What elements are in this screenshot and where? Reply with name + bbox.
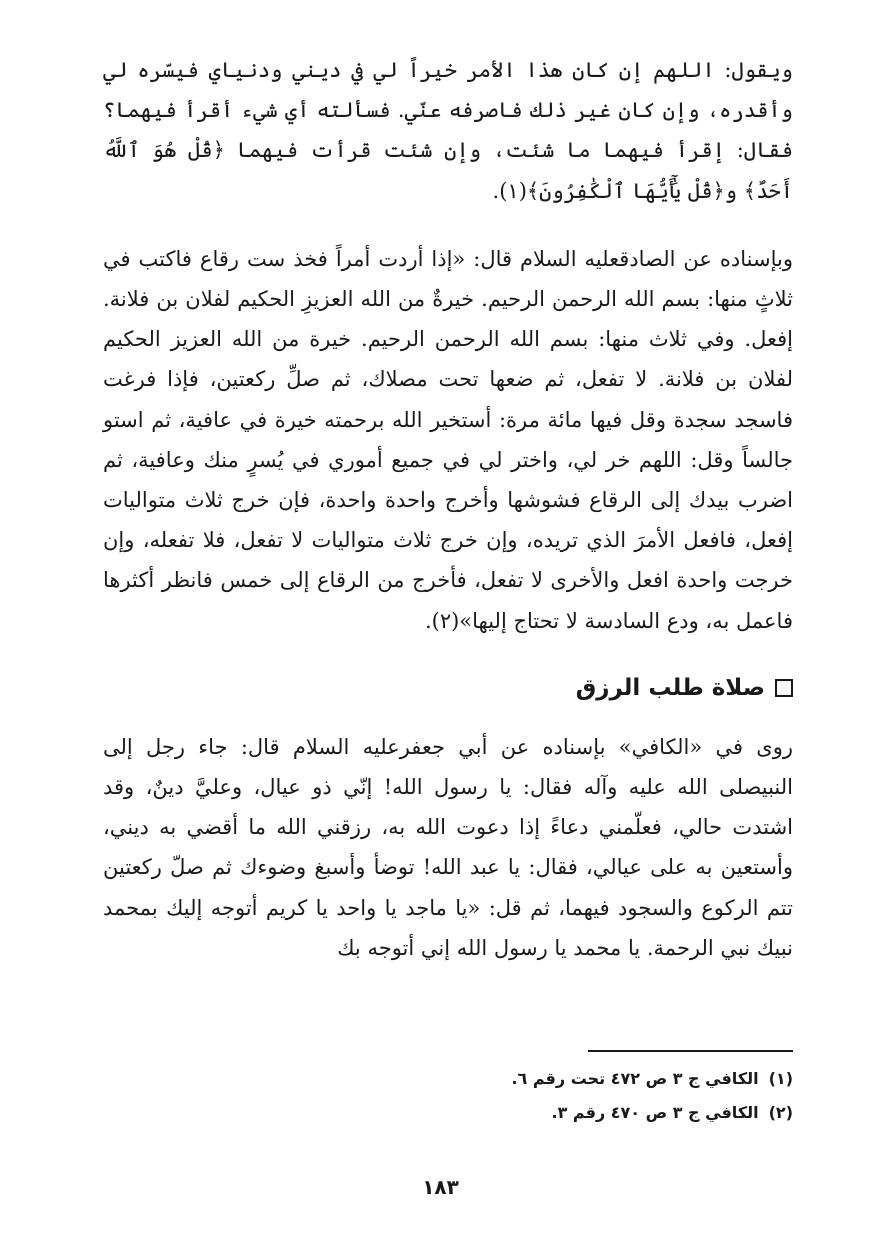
footnote-divider xyxy=(588,1050,793,1052)
footnote-marker: (٢) xyxy=(768,1103,793,1122)
footnote-marker: (١) xyxy=(768,1069,793,1088)
footnote-text: الكافي ج ٣ ص ٤٧٠ رقم ٣. xyxy=(551,1103,759,1122)
footnote-item xyxy=(103,1062,793,1096)
checkbox-square-icon xyxy=(775,679,793,697)
section-heading xyxy=(103,675,793,701)
paragraph-riqa-method: وبإسناده عن الصادقعليه السلام قال: «إذا أردت أمراً فخذ ست رقاع فاكتب في ثلاثٍ منها: بسم الله الرحمن الرحيم. خيرةٌ من الله العزيزِ الحكيم لفلان بن فلانة. إفعل. وفي ثلاث منها: بسم الله الرحمن الرحيم. خيرة من الله العزيز الحكيم لفلان بن فلانة. لا تفعل، ثم ضعها تحت مصلاك، ثم صلِّ ركعتين، فإذا فرغت فاسجد سجدة وقل فيها مائة مرة: أستخير الله برحمته خيرة في عافية، ثم استو جالساً وقل: اللهم خر لي، واختر لي في جميع أموري في يُسرٍ منك وعافية، ثم اضرب بيدك إلى الرقاع فشوشها وأخرج واحدة واحدة، فإن خرج ثلاث متواليات إفعل، فافعل الأمرَ الذي تريده، وإن خرج ثلاث متواليات لا تفعل، فلا تفعله، وإن خرجت واحدة افعل والأخرى لا تفعل، فأخرج من الرقاع إلى خمس فانظر أكثرها فاعمل به، ودع السادسة لا تحتاج إليها»(٢). xyxy=(103,246,793,633)
main-text xyxy=(103,50,793,968)
footnotes xyxy=(103,1062,793,1130)
section-heading-text: صلاة طلب الرزق xyxy=(575,674,765,701)
page-number: ١٨٣ xyxy=(422,1175,459,1199)
paragraph-rizq-prayer: روى في «الكافي» بإسناده عن أبي جعفرعليه السلام قال: جاء رجل إلى النبيصلى الله عليه وآله فقال: يا رسول الله! إنّي ذو عيال، وعليَّ دينٌ، وقد اشتدت حالي، فعلّمني دعاءً إذا دعوت الله به، رزقني الله ما أقضي به ديني، وأستعين به على عيالي، فقال: يا عبد الله! توضأ وأسبغ وضوءك ثم صلّ ركعتين تتم الركوع والسجود فيهما، ثم قل: «يا ماجد يا واحد يا كريم أتوجه إليك بمحمد نبيك نبي الرحمة. يا محمد يا رسول الله إني أتوجه بك xyxy=(103,734,793,960)
footnote-text: الكافي ج ٣ ص ٤٧٢ تحت رقم ٦. xyxy=(511,1069,759,1088)
paragraph-istikhara-surahs: ويقول: اللهم إن كان هذا الأمر خيراً لي في ديني ودنياي فيسّره لي وأقدره، وإن كان غير ذلك فاصرفه عنّي. فسألته أي شيء أقرأ فيهما؟ فقال: إقرأ فيهما ما شئت، وإن شئت قرأت فيهما ﴿قُلْ هُوَ ٱللَّهُ أَحَدٌ﴾ و﴿قُلْ يَٰٓأَيُّهَا ٱلْكَٰفِرُونَ﴾(١). xyxy=(103,58,793,203)
footnote-item xyxy=(103,1096,793,1130)
